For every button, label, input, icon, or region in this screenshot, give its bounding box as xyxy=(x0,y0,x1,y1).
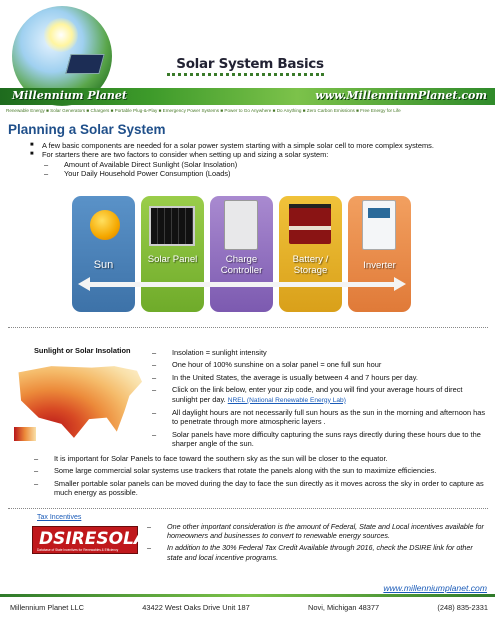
component-charge-controller xyxy=(210,196,273,312)
charge-controller-icon xyxy=(224,200,258,250)
list-item: – Insolation = sunlight intensity xyxy=(152,348,488,357)
list-item: – One hour of 100% sunshine on a solar panel = one full sun hour xyxy=(152,360,488,369)
incentives-list xyxy=(147,522,487,565)
footer-phone: (248) 835-2331 xyxy=(437,603,488,612)
sun-icon xyxy=(90,210,120,240)
list-item: – Some large commercial solar systems use trackers that rotate the panels along with the sun to maximize efficiencies. xyxy=(34,466,488,475)
insolation-title: Sunlight or Solar Insolation xyxy=(34,346,131,355)
component-battery xyxy=(279,196,342,312)
component-label: Solar Panel xyxy=(147,254,198,265)
brand-name: Millennium Planet xyxy=(12,89,128,102)
footer-rule xyxy=(0,594,495,597)
component-label: Charge Controller xyxy=(220,254,263,276)
list-item: – In the United States, the average is usually between 4 and 7 hours per day. xyxy=(152,373,488,382)
component-label: Sun xyxy=(93,259,114,271)
orientation-tips xyxy=(34,454,488,501)
arrow-left-icon xyxy=(78,277,90,291)
page-title: Solar System Basics xyxy=(176,56,324,72)
nrel-link[interactable]: NREL (National Renewable Energy Lab) xyxy=(227,396,346,404)
footer xyxy=(10,603,488,612)
list-item: ■ For starters there are two factors to consider when setting up and sizing a solar system: xyxy=(30,150,480,159)
title-underline xyxy=(167,73,324,76)
sun-glow-icon xyxy=(44,18,78,52)
insolation-list xyxy=(152,348,488,452)
dsire-logo-text: DSIRESOLAR xyxy=(39,529,161,549)
arrow-right-icon xyxy=(394,277,406,291)
list-item: – Solar panels have more difficulty capturing the suns rays directly during these hours due to the sharper angle of the sun. xyxy=(152,430,488,449)
inverter-screen xyxy=(368,208,390,218)
component-inverter xyxy=(348,196,411,312)
list-item: ■ A few basic components are needed for a solar power system starting with a simple solar cell to more complex systems. xyxy=(30,141,480,150)
banner-url-link[interactable]: www.MillenniumPlanet.com xyxy=(315,89,487,102)
list-item: – One other important consideration is the amount of Federal, State and Local incentives available for homeowners and businesses to convert to renewable energy sources. xyxy=(147,522,487,540)
divider xyxy=(8,508,488,509)
footer-city: Novi, Michigan 48377 xyxy=(308,603,380,612)
component-label: Battery / Storage xyxy=(292,254,329,276)
list-item: – In addition to the 30% Federal Tax Credit Available through 2016, check the DSIRE link for other state and local incentive programs. xyxy=(147,543,487,561)
component-diagram xyxy=(72,196,412,312)
component-sun xyxy=(72,196,135,312)
tax-incentives-link[interactable]: Tax Incentives xyxy=(37,514,82,521)
sub-list-item: – Amount of Available Direct Sunlight (Solar Insolation) xyxy=(30,160,480,169)
solar-panel-icon xyxy=(65,54,104,74)
dsire-logo-subtitle: Database of State Incentives for Renewables & Efficiency xyxy=(37,548,119,552)
solar-panel-icon xyxy=(149,206,195,246)
list-item: – Smaller portable solar panels can be moved during the day to face the sun directly as it moves across the sky in order to capture as much energy as possible. xyxy=(34,479,488,498)
dsire-logo[interactable] xyxy=(32,526,161,554)
list-item xyxy=(152,385,488,405)
list-item-text: Click on the link below, enter your zip code, and you will find your average hours of direct sunlight per day. xyxy=(172,385,463,404)
us-insolation-map xyxy=(10,357,147,447)
footer-company: Millennium Planet LLC xyxy=(10,603,84,612)
sub-list-item: – Your Daily Household Power Consumption (Loads) xyxy=(30,169,480,178)
divider xyxy=(8,327,488,328)
footer-url-link[interactable]: www.millenniumplanet.com xyxy=(383,583,487,593)
list-item: – All daylight hours are not necessarily full sun hours as the sun in the morning and afternoon has to penetrate through more atmospheric layers . xyxy=(152,408,488,427)
flow-arrow xyxy=(86,282,398,287)
map-legend xyxy=(14,427,36,441)
list-item: – It is important for Solar Panels to face toward the southern sky as the sun will be closer to the equator. xyxy=(34,454,488,463)
brand-banner xyxy=(0,88,495,105)
footer-address: 43422 West Oaks Drive Unit 187 xyxy=(142,603,250,612)
battery-strip xyxy=(289,226,331,230)
component-label: Inverter xyxy=(363,260,396,271)
tagline: Renewable Energy ■ Solar Generators ■ Chargers ■ Portable Plug-&-Play ■ Emergency Power Systems ■ Power to Go Anywhere ■ Do Anything ■ Zero Carbon Emissions ■ Free Energy for Life xyxy=(6,108,401,113)
component-solar-panel xyxy=(141,196,204,312)
section-heading-planning: Planning a Solar System xyxy=(8,122,166,137)
planning-list xyxy=(30,141,480,179)
